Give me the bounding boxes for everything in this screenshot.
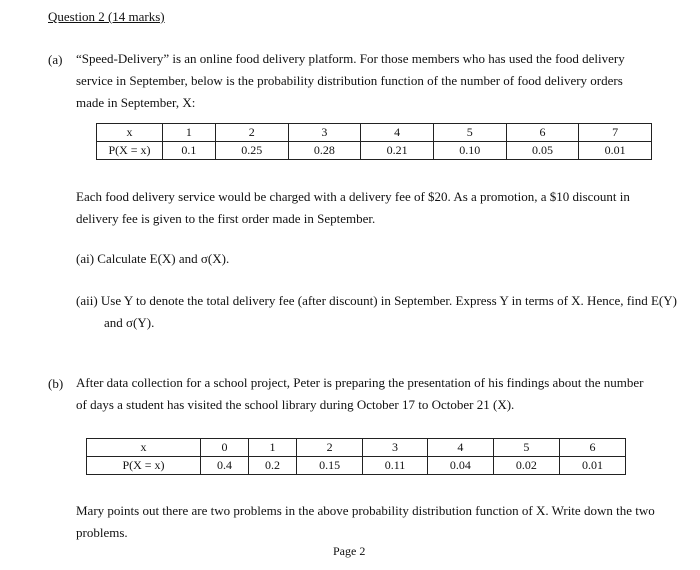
table-cell: 1 <box>249 439 297 457</box>
table-cell: 0.4 <box>201 457 249 475</box>
table-cell: 1 <box>163 124 216 142</box>
table-cell: 0.10 <box>433 142 506 160</box>
table-cell: 2 <box>215 124 288 142</box>
question-aii: (aii) Use Y to denote the total delivery fee (after discount) in September. Express Y in terms of X. Hence, find E(Y) and σ(Y). <box>76 293 677 330</box>
table-cell: 0.2 <box>249 457 297 475</box>
table-cell: 2 <box>297 439 363 457</box>
table-cell: 6 <box>506 124 579 142</box>
table-cell: 0.01 <box>559 457 625 475</box>
table-cell: 4 <box>427 439 493 457</box>
table-cell: x <box>97 124 163 142</box>
table-cell: 0.25 <box>215 142 288 160</box>
table-row <box>87 439 626 457</box>
table-cell: 3 <box>288 124 361 142</box>
question-ai: (ai) Calculate E(X) and σ(X). <box>76 251 230 266</box>
table-cell: 0.01 <box>579 142 652 160</box>
table-cell: 7 <box>579 124 652 142</box>
table-cell: P(X = x) <box>87 457 201 475</box>
table-cell: 0.15 <box>297 457 363 475</box>
table-row <box>97 124 652 142</box>
table-cell: 4 <box>361 124 434 142</box>
part-a-table <box>96 123 652 160</box>
table-cell: x <box>87 439 201 457</box>
table-cell: 0.21 <box>361 142 434 160</box>
table-cell: 0.11 <box>363 457 428 475</box>
table-cell: 0.04 <box>427 457 493 475</box>
part-a-fee-text: Each food delivery service would be charged with a delivery fee of $20. As a promotion, a $10 discount in delivery fee is given to the first order made in September. <box>76 189 630 226</box>
table-cell: 3 <box>363 439 428 457</box>
part-b-label: (b) <box>48 376 64 391</box>
question-title: Question 2 (14 marks) <box>48 9 165 24</box>
part-b-problem-text: Mary points out there are two problems in the above probability distribution function of X. Write down the two problems. <box>76 503 655 540</box>
table-cell: 0.05 <box>506 142 579 160</box>
part-b-table <box>86 438 626 475</box>
part-a-label: (a) <box>48 52 63 67</box>
table-row <box>87 457 626 475</box>
part-a-intro: “Speed-Delivery” is an online food delivery platform. For those members who has used the food delivery service in September, below is the probability distribution function of the number of food delivery orders made in September, X: <box>76 51 625 110</box>
table-row <box>97 142 652 160</box>
table-cell: P(X = x) <box>97 142 163 160</box>
table-cell: 6 <box>559 439 625 457</box>
table-cell: 5 <box>493 439 559 457</box>
table-cell: 0.28 <box>288 142 361 160</box>
table-cell: 0.02 <box>493 457 559 475</box>
part-b-intro: After data collection for a school project, Peter is preparing the presentation of his findings about the number of days a student has visited the school library during October 17 to October 21 (X). <box>76 375 644 412</box>
page-number: Page 2 <box>333 544 366 558</box>
table-cell: 5 <box>433 124 506 142</box>
table-cell: 0 <box>201 439 249 457</box>
table-cell: 0.1 <box>163 142 216 160</box>
